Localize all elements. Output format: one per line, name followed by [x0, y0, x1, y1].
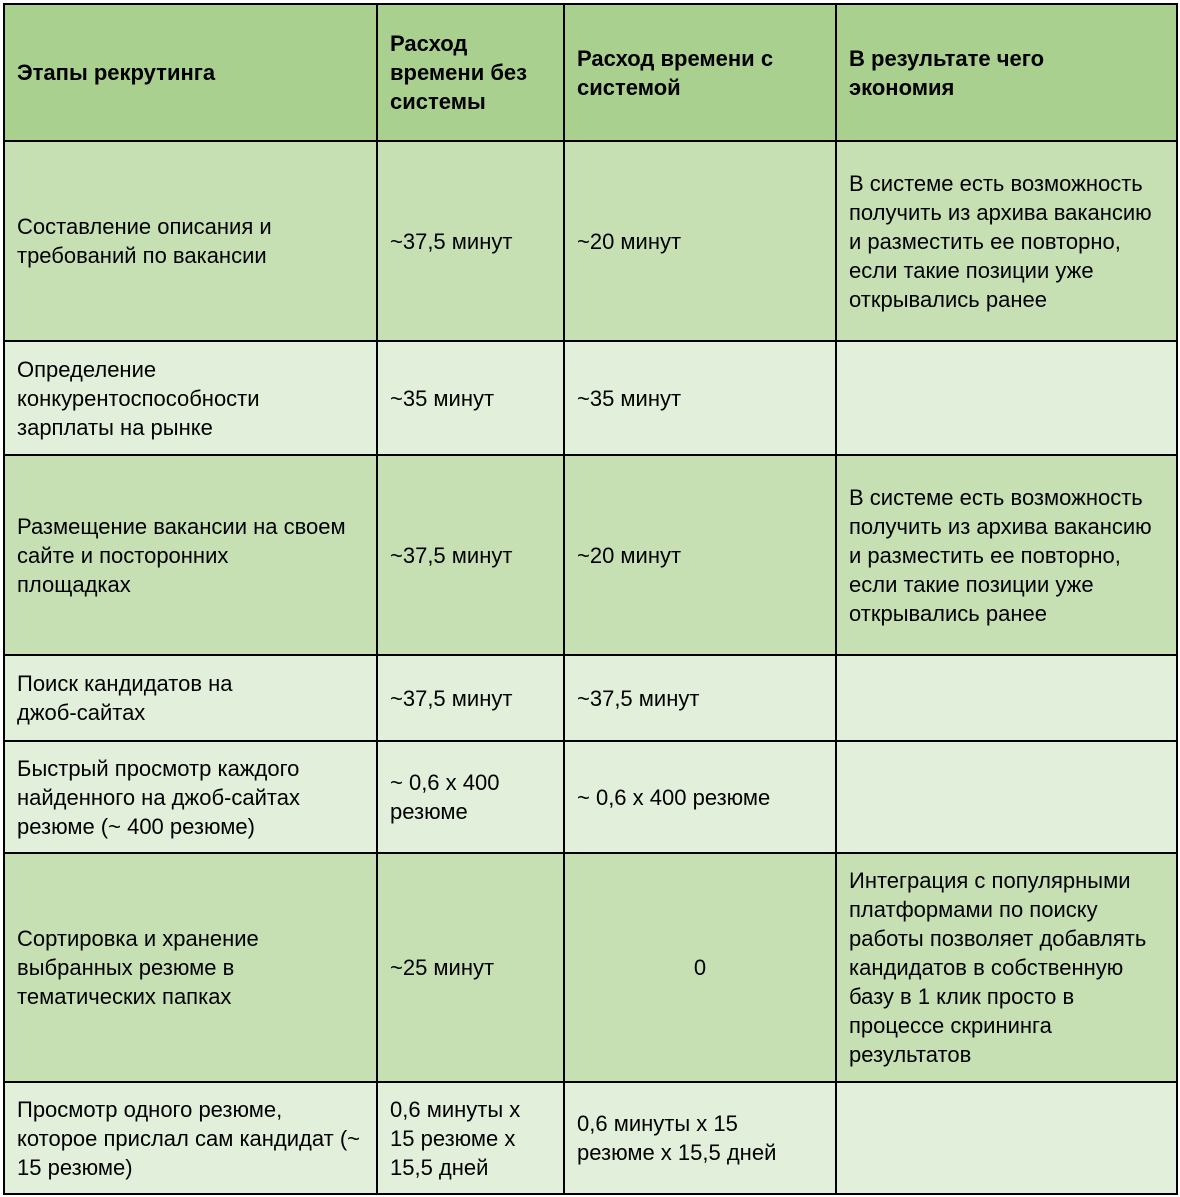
- cell-stage: Поиск кандидатов на джоб-сайтах: [4, 655, 377, 741]
- table-row: [4, 655, 1177, 741]
- cell-time-with-system: ~35 минут: [564, 341, 836, 455]
- cell-time-with-system: ~20 минут: [564, 455, 836, 655]
- cell-stage: Сортировка и хранение выбранных резюме в тематических папках: [4, 853, 377, 1082]
- cell-savings-reason: [836, 655, 1177, 741]
- cell-savings-reason: [836, 1082, 1177, 1194]
- recruiting-time-table: [3, 3, 1178, 1195]
- table-row: [4, 741, 1177, 853]
- cell-stage: Быстрый просмотр каждого найденного на джоб-сайтах резюме (~ 400 резюме): [4, 741, 377, 853]
- cell-time-without-system: ~25 минут: [377, 853, 564, 1082]
- table-row: [4, 1082, 1177, 1194]
- header-stage: Этапы рекрутинга: [4, 4, 377, 141]
- table-header-row: [4, 4, 1177, 141]
- cell-time-without-system: ~37,5 минут: [377, 655, 564, 741]
- cell-time-without-system: 0,6 минуты х 15 резюме х 15,5 дней: [377, 1082, 564, 1194]
- header-time-without-system: Расход времени без системы: [377, 4, 564, 141]
- cell-time-with-system: 0,6 минуты х 15 резюме х 15,5 дней: [564, 1082, 836, 1194]
- cell-time-with-system: ~37,5 минут: [564, 655, 836, 741]
- table-row: [4, 853, 1177, 1082]
- cell-stage: Размещение вакансии на своем сайте и посторонних площадках: [4, 455, 377, 655]
- cell-time-with-system: ~ 0,6 х 400 резюме: [564, 741, 836, 853]
- header-time-with-system: Расход времени с системой: [564, 4, 836, 141]
- cell-stage: Просмотр одного резюме, которое прислал сам кандидат (~ 15 резюме): [4, 1082, 377, 1194]
- cell-stage: Определение конкурентоспособности зарплаты на рынке: [4, 341, 377, 455]
- table-row: [4, 455, 1177, 655]
- cell-savings-reason: [836, 741, 1177, 853]
- cell-time-with-system: 0: [564, 853, 836, 1082]
- cell-time-without-system: ~35 минут: [377, 341, 564, 455]
- cell-time-without-system: ~ 0,6 х 400 резюме: [377, 741, 564, 853]
- cell-time-with-system: ~20 минут: [564, 141, 836, 341]
- table-row: [4, 341, 1177, 455]
- cell-time-without-system: ~37,5 минут: [377, 455, 564, 655]
- header-savings-reason: В результате чего экономия: [836, 4, 1177, 141]
- cell-savings-reason: Интеграция с популярными платформами по поиску работы позволяет добавлять кандидатов в собственную базу в 1 клик просто в процессе скрининга результатов: [836, 853, 1177, 1082]
- cell-savings-reason: [836, 341, 1177, 455]
- cell-savings-reason: В системе есть возможность получить из архива вакансию и разместить ее повторно, если такие позиции уже открывались ранее: [836, 141, 1177, 341]
- cell-time-without-system: ~37,5 минут: [377, 141, 564, 341]
- cell-stage: Составление описания и требований по вакансии: [4, 141, 377, 341]
- table-row: [4, 141, 1177, 341]
- cell-savings-reason: В системе есть возможность получить из архива вакансию и разместить ее повторно, если такие позиции уже открывались ранее: [836, 455, 1177, 655]
